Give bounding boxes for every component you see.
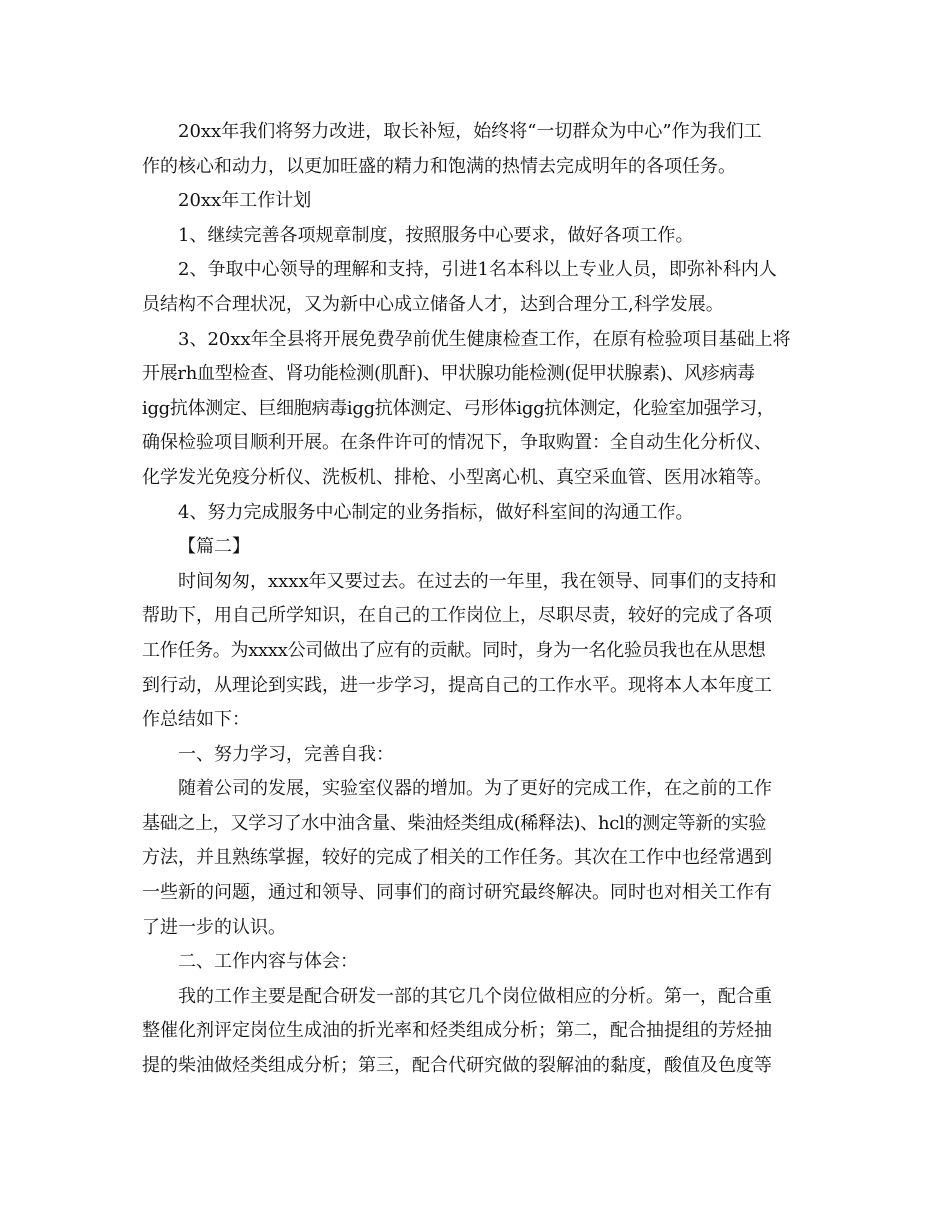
text-line: 员结构不合理状况，又为新中心成立储备人才，达到合理分工,科学发展。: [142, 293, 724, 315]
text-line: 化学发光免疫分析仪、洗板机、排枪、小型离心机、真空采血管、医用冰箱等。: [142, 466, 772, 488]
text-line: 2、争取中心领导的理解和支持，引进1名本科以上专业人员，即弥补科内人: [178, 259, 777, 281]
text-line: 确保检验项目顺利开展。在条件许可的情况下，争取购置：全自动生化分析仪、: [142, 432, 772, 454]
text-line: 20xx年工作计划: [178, 190, 312, 212]
text-line: 工作任务。为xxxx公司做出了应有的贡献。同时，身为一名化验员我也在从思想: [142, 639, 766, 661]
text-line: 了进一步的认识。: [142, 916, 286, 938]
document-body: [142, 115, 814, 1084]
text-line: 作的核心和动力，以更加旺盛的精力和饱满的热情去完成明年的各项任务。: [142, 155, 736, 177]
text-line: 时间匆匆，xxxx年又要过去。在过去的一年里，我在领导、同事们的支持和: [178, 570, 777, 592]
text-line: 3、20xx年全县将开展免费孕前优生健康检查工作，在原有检验项目基础上将: [178, 328, 791, 350]
section-heading: 【篇二】: [178, 536, 250, 558]
text-line: 我的工作主要是配合研发一部的其它几个岗位做相应的分析。第一，配合重: [178, 985, 772, 1007]
text-line: igg抗体测定、巨细胞病毒igg抗体测定、弓形体igg抗体测定，化验室加强学习，: [142, 397, 775, 419]
text-line: 帮助下，用自己所学知识，在自己的工作岗位上，尽职尽责，较好的完成了各项: [142, 605, 772, 627]
text-line: 1、继续完善各项规章制度，按照服务中心要求，做好各项工作。: [178, 224, 694, 246]
text-line: 提的柴油做烃类组成分析；第三，配合代研究做的裂解油的黏度，酸值及色度等: [142, 1055, 772, 1077]
subheading: 一、努力学习，完善自我：: [178, 743, 394, 765]
text-line: 作总结如下：: [142, 709, 250, 731]
text-line: 一些新的问题，通过和领导、同事们的商讨研究最终解决。同时也对相关工作有: [142, 882, 772, 904]
text-line: 4、努力完成服务中心制定的业务指标，做好科室间的沟通工作。: [178, 501, 694, 523]
text-line: 开展rh血型检查、肾功能检测(肌酐)、甲状腺功能检测(促甲状腺素)、风疹病毒: [142, 363, 755, 385]
text-line: 随着公司的发展，实验室仪器的增加。为了更好的完成工作，在之前的工作: [178, 778, 772, 800]
text-line: 基础之上，又学习了水中油含量、柴油烃类组成(稀释法)、hcl的测定等新的实验: [142, 812, 767, 834]
text-line: 20xx年我们将努力改进，取长补短，始终将“一切群众为中心”作为我们工: [178, 121, 762, 142]
subheading: 二、工作内容与体会：: [178, 951, 358, 973]
text-line: 方法，并且熟练掌握，较好的完成了相关的工作任务。其次在工作中也经常遇到: [142, 847, 772, 869]
text-line: 到行动，从理论到实践，进一步学习，提高自己的工作水平。现将本人本年度工: [142, 674, 772, 696]
text-line: 整催化剂评定岗位生成油的折光率和烃类组成分析；第二，配合抽提组的芳烃抽: [142, 1020, 772, 1042]
